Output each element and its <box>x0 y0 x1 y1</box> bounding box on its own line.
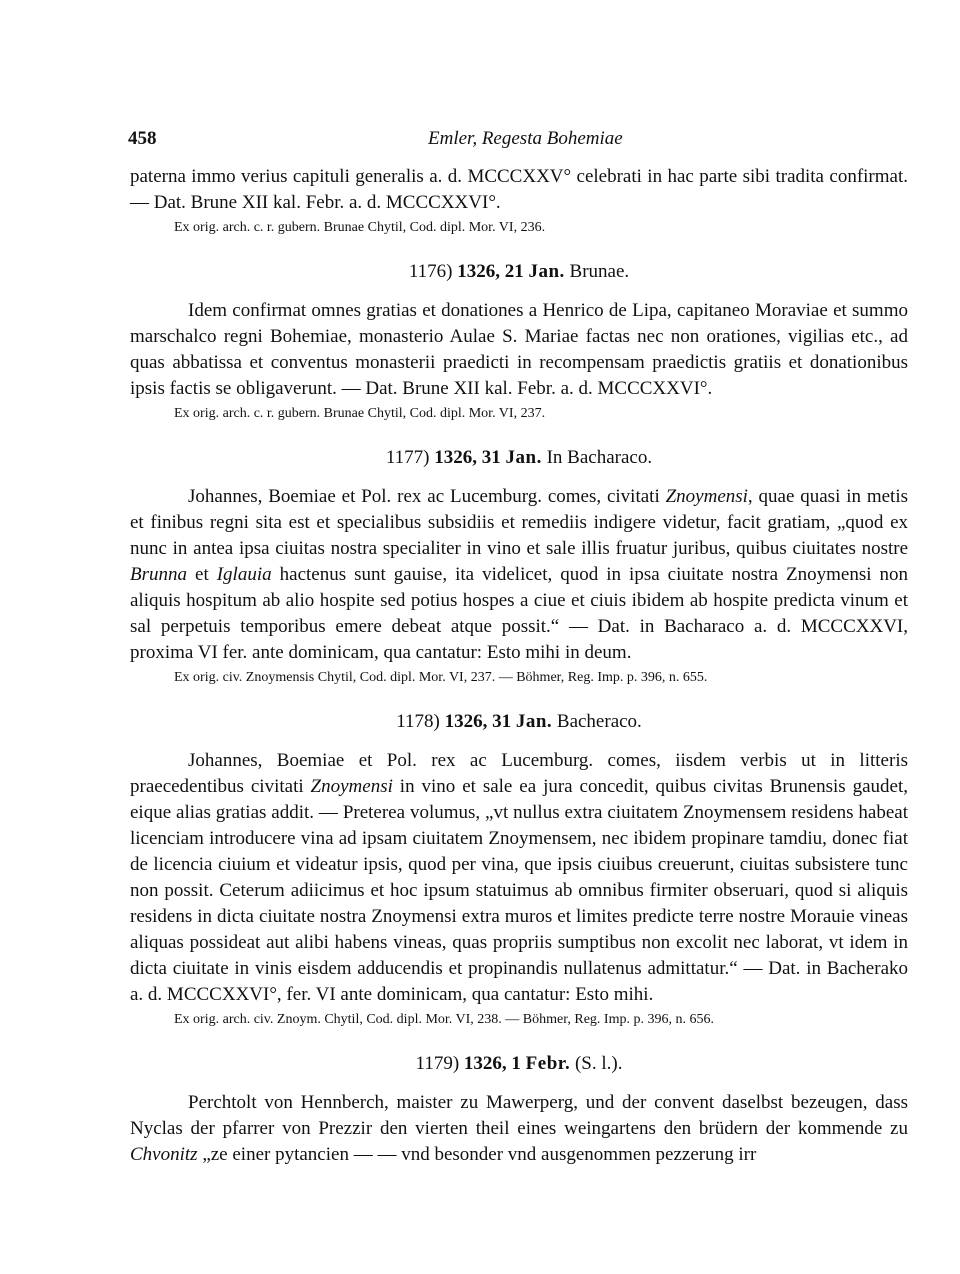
text-run: hactenus sunt gauise, ita videlicet, quod in ipsa ciuitate nostra Znoymensi non aliquis hospitum ab alio hospite sed potius hospes a ciue et ciuis ibidem ab hospite predicta vinum et sal perpetuis temporibus emere debeat atque possit.“ — Dat. in Bacharaco a. d. MCCCXXVI, proxima VI fer. ante dominicam, qua cantatur: Esto mihi in deum. <box>130 564 909 663</box>
place-name-italic: Brunna <box>130 564 187 585</box>
entry-date: 1326, 21 <box>457 261 524 282</box>
entry-place: In Bacharaco. <box>546 447 653 468</box>
place-name-italic: Znoymensi <box>310 776 393 797</box>
entry-source: Ex orig. arch. c. r. gubern. Brunae Chytil, Cod. dipl. Mor. VI, 237. <box>174 406 546 421</box>
continuation-source: Ex orig. arch. c. r. gubern. Brunae Chytil, Cod. dipl. Mor. VI, 236. <box>174 220 546 235</box>
entry-date: 1326, 1 <box>463 1053 521 1074</box>
entry-heading <box>130 1051 908 1077</box>
running-title: Emler, Regesta Bohemiae <box>428 128 623 149</box>
text-run: , quae quasi in metis et finibus regni sita est et specialibus subsidiis et remediis indigere videtur, facit gratiam, „quod ex nunc in antea ipsa ciuitas nostra specialiter in vino et sale illis fruatur juribus, quibus ciuitates nostre <box>130 486 908 559</box>
text-run: in vino et sale ea jura concedit, quibus civitas Brunensis gaudet, eique alias gratias addit. — Preterea volumus, „vt nullus extra ciuitatem Znoymensem residens habeat licenciam introducere vina ad ipsam ciuitatem Znoymensem, nec ibidem propinare tamdiu, donec fiat de licencia ciuium et videatur ipsis, quod per vina, que ipsis ciuibus creuerunt, ciuitas subsistere tunc non possit. Ceterum adiicimus et hoc ipsum statuimus ab omnibus firmiter obseruari, quod si aliquis residens in dicta ciuitate nostra Znoymensi extra muros et limites predicte terre nostre Morauie vineas aliquas possideat aut alibi habens vineas, quas propriis sumptibus non excolit nec laborat, vt idem in dicta ciuitate in vinis eisdem adducendis et propinandis nullatenus admittatur.“ — Dat. in Bacherako a. d. MCCCXXVI°, fer. VI ante dominicam, qua cantatur: Esto mihi. <box>130 776 908 1005</box>
place-name-italic: Chvonitz <box>130 1144 198 1165</box>
entry-source: Ex orig. arch. civ. Znoym. Chytil, Cod. dipl. Mor. VI, 238. — Böhmer, Reg. Imp. p. 396, n. 656. <box>174 1012 714 1027</box>
running-head <box>130 122 908 152</box>
place-name-italic: Iglauia <box>216 564 272 585</box>
entry-paragraph <box>130 748 908 1008</box>
entry-heading <box>130 259 908 285</box>
entry-date: 1326, 31 <box>434 447 501 468</box>
entry-date: 1326, 31 <box>444 711 512 732</box>
entry-paragraph <box>130 1090 908 1168</box>
entry-number: 1177) <box>385 447 430 468</box>
entry-month: Jan. <box>528 261 565 282</box>
entry-number: 1179) <box>415 1053 460 1074</box>
text-run: Johannes, Boemiae et Pol. rex ac Lucemburg. comes, iisdem verbis ut in litteris praecedentibus civitati <box>130 750 908 797</box>
entry-place: (S. l.). <box>574 1053 623 1074</box>
continuation-text: paterna immo verius capituli generalis a. d. MCCCXXV° celebrati in hac parte sibi tradita confirmat. — Dat. Brune XII kal. Febr. a. d. MCCCXXVI°. <box>130 166 908 213</box>
entry-paragraph <box>130 298 908 402</box>
entry-paragraph <box>130 484 908 666</box>
entry-number: 1178) <box>396 711 440 732</box>
text-run: et <box>187 564 217 585</box>
entry-source: Ex orig. civ. Znoymensis Chytil, Cod. dipl. Mor. VI, 237. — Böhmer, Reg. Imp. p. 396, n. 655. <box>174 670 708 685</box>
text-run: Perchtolt von Hennberch, maister zu Mawerperg, und der convent daselbst bezeugen, dass Nyclas der pfarrer von Prezzir den vierten theil eines weingartens den brüdern der kommende zu <box>130 1092 908 1139</box>
entry-month: Jan. <box>515 711 553 732</box>
text-run: Idem confirmat omnes gratias et donationes a Henrico de Lipa, capitaneo Moraviae et summo marschalco regni Bohemiae, monasterio Aulae S. Mariae factas nec non orationes, vigilias etc., ad quas abbatissa et conventus monasterii praedicti in recompensam praedictis gratiis et donationibus ipsis factis se obligaverunt. — Dat. Brune XII kal. Febr. a. d. MCCCXXVI°. <box>130 300 908 399</box>
document-page <box>130 122 908 1168</box>
entry-number: 1176) <box>408 261 453 282</box>
place-name-italic: Znoymensi <box>665 486 748 507</box>
text-run: „ze einer pytancien — — vnd besonder vnd ausgenommen pezzerung irr <box>197 1144 757 1165</box>
entry-heading <box>130 709 908 735</box>
entry-place: Brunae. <box>569 261 630 282</box>
page-number: 458 <box>128 128 157 149</box>
entry-month: Jan. <box>505 447 542 468</box>
entry-place: Bacheraco. <box>556 711 642 732</box>
text-run: Johannes, Boemiae et Pol. rex ac Lucemburg. comes, civitati <box>188 486 666 507</box>
entry-heading <box>130 445 908 471</box>
entry-month: Febr. <box>525 1053 571 1074</box>
